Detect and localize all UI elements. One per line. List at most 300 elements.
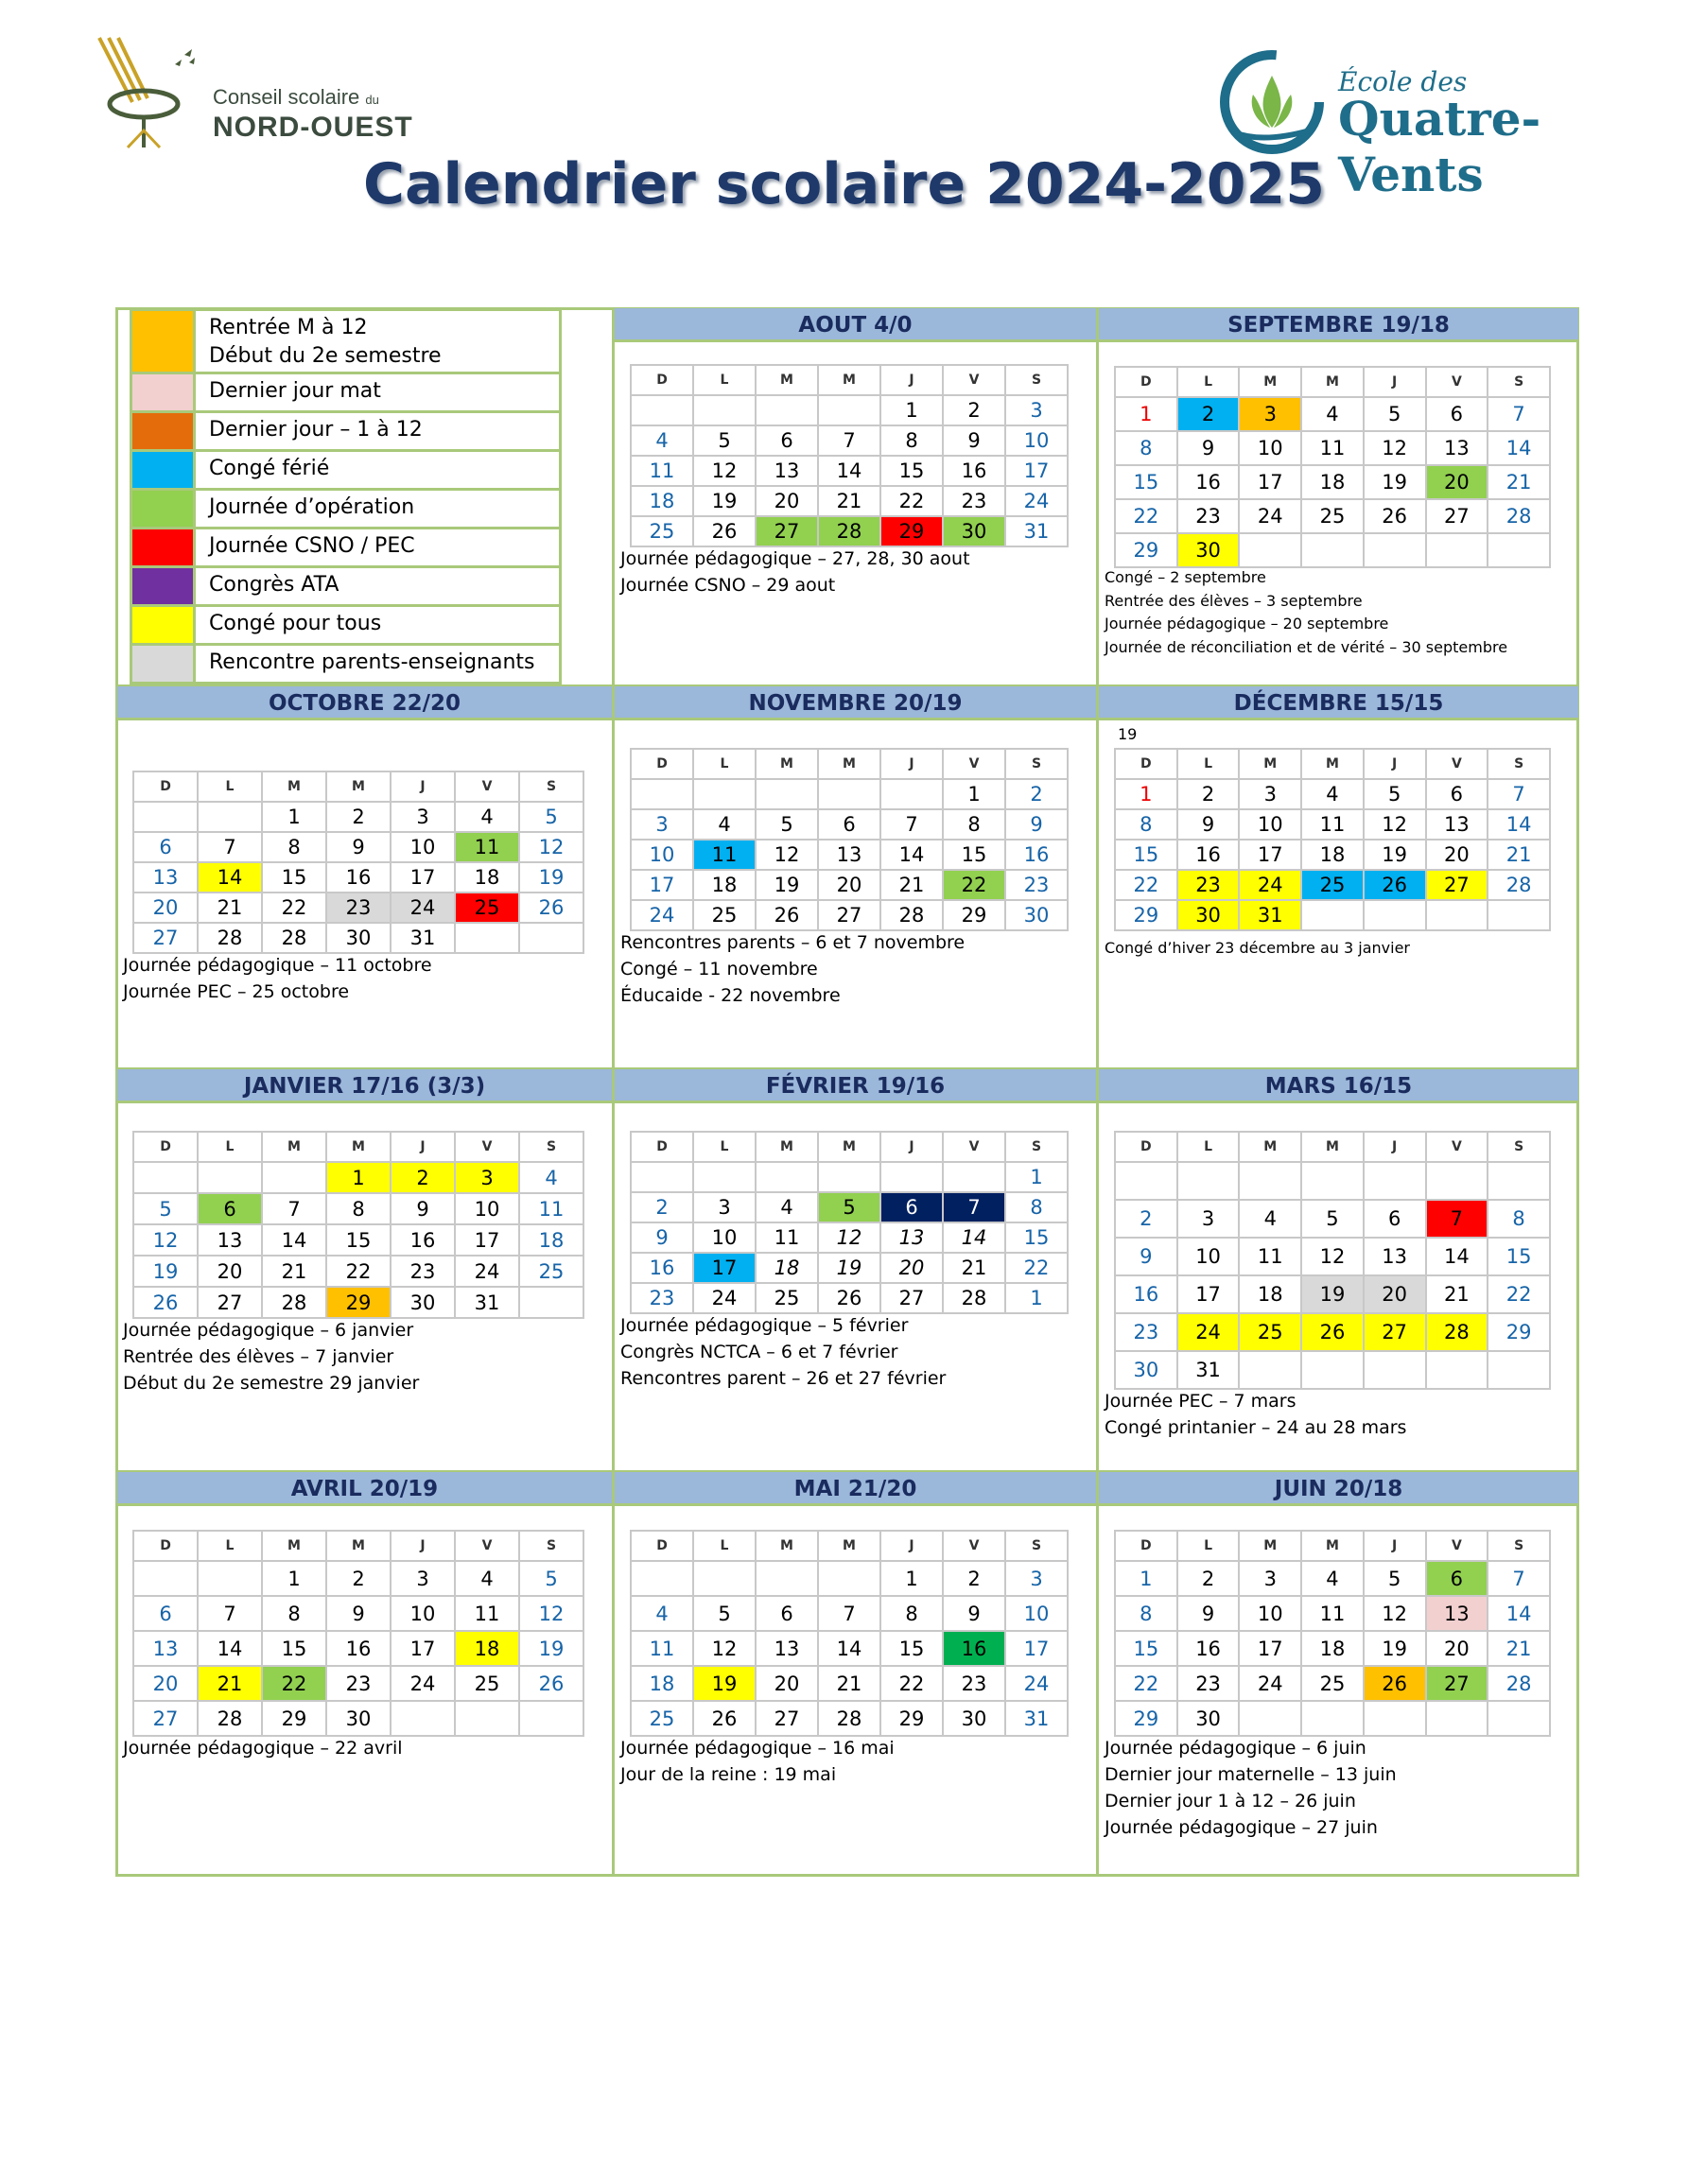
week-row bbox=[631, 516, 1068, 546]
day-cell: 29 bbox=[880, 516, 943, 546]
day-cell: 2 bbox=[391, 1162, 455, 1193]
weekday-header-row bbox=[631, 1132, 1068, 1162]
day-cell: 18 bbox=[631, 1666, 693, 1701]
day-cell: 28 bbox=[880, 900, 943, 930]
note-line: Congé printanier – 24 au 28 mars bbox=[1105, 1417, 1407, 1438]
month-notes bbox=[1105, 1388, 1572, 1441]
day-cell: 7 bbox=[818, 1596, 880, 1631]
day-cell: 23 bbox=[326, 1666, 391, 1701]
weekday-header: M bbox=[756, 1132, 818, 1162]
day-cell: 18 bbox=[631, 486, 693, 516]
day-cell: 25 bbox=[1301, 499, 1364, 533]
day-cell bbox=[693, 779, 756, 809]
day-cell bbox=[1301, 1162, 1364, 1200]
note-line: Journée pédagogique – 27 juin bbox=[1105, 1817, 1378, 1838]
day-cell: 19 bbox=[519, 862, 583, 893]
note-line: Journée pédagogique – 6 juin bbox=[1105, 1738, 1366, 1759]
day-cell: 9 bbox=[326, 832, 391, 862]
weekday-header: V bbox=[455, 771, 519, 802]
legend-item bbox=[132, 413, 559, 452]
weekday-header: L bbox=[198, 1132, 262, 1162]
day-cell: 10 bbox=[631, 840, 693, 870]
day-cell: 19 bbox=[693, 486, 756, 516]
day-cell: 27 bbox=[756, 1701, 818, 1736]
note-line: Congrès NCTCA – 6 et 7 février bbox=[620, 1342, 898, 1362]
day-cell: 14 bbox=[943, 1222, 1005, 1253]
day-cell: 3 bbox=[1005, 395, 1068, 425]
day-cell bbox=[1488, 1162, 1550, 1200]
week-row bbox=[133, 1287, 583, 1318]
day-cell: 8 bbox=[880, 1596, 943, 1631]
day-cell: 21 bbox=[943, 1253, 1005, 1283]
weekday-header: J bbox=[1364, 1132, 1426, 1162]
day-cell: 3 bbox=[391, 802, 455, 832]
month-calendar-table bbox=[1114, 366, 1551, 568]
day-cell: 8 bbox=[1005, 1192, 1068, 1222]
day-cell: 6 bbox=[1426, 397, 1488, 431]
day-cell: 21 bbox=[262, 1256, 326, 1287]
weekday-header: M bbox=[326, 1132, 391, 1162]
legend-swatch bbox=[132, 413, 196, 449]
day-cell: 19 bbox=[133, 1256, 198, 1287]
legend-label-text: Dernier jour mat bbox=[209, 379, 381, 403]
legend-item bbox=[132, 529, 559, 568]
day-cell: 25 bbox=[1301, 1666, 1364, 1701]
day-cell: 24 bbox=[1239, 870, 1301, 900]
day-cell: 17 bbox=[455, 1224, 519, 1256]
day-cell: 14 bbox=[1488, 1596, 1550, 1631]
weekday-header: L bbox=[693, 1531, 756, 1561]
weekday-header: S bbox=[519, 771, 583, 802]
day-cell bbox=[693, 1162, 756, 1192]
week-row bbox=[631, 1162, 1068, 1192]
week-row bbox=[1115, 465, 1550, 499]
legend-label bbox=[196, 452, 342, 488]
day-cell: 8 bbox=[1115, 431, 1177, 465]
day-cell: 25 bbox=[693, 900, 756, 930]
day-cell: 30 bbox=[391, 1287, 455, 1318]
weekday-header: M bbox=[1239, 367, 1301, 397]
note-line: Rentrée des élèves – 7 janvier bbox=[123, 1346, 394, 1367]
weekday-header: V bbox=[943, 1132, 1005, 1162]
day-cell bbox=[818, 779, 880, 809]
day-cell: 29 bbox=[943, 900, 1005, 930]
day-cell: 26 bbox=[519, 893, 583, 923]
week-row bbox=[133, 1561, 583, 1596]
day-cell: 8 bbox=[880, 425, 943, 456]
week-row bbox=[1115, 1275, 1550, 1313]
legend-label-text: Dernier jour – 1 à 12 bbox=[209, 418, 423, 442]
weekday-header: D bbox=[631, 1531, 693, 1561]
day-cell: 29 bbox=[1488, 1313, 1550, 1351]
month-calendar-table bbox=[630, 748, 1069, 931]
day-cell: 27 bbox=[133, 923, 198, 953]
day-cell: 10 bbox=[391, 832, 455, 862]
day-cell bbox=[1301, 1351, 1364, 1389]
day-cell: 18 bbox=[1239, 1275, 1301, 1313]
day-cell: 1 bbox=[880, 1561, 943, 1596]
legend-swatch bbox=[132, 568, 196, 604]
day-cell: 5 bbox=[519, 1561, 583, 1596]
day-cell: 4 bbox=[631, 1596, 693, 1631]
day-cell: 22 bbox=[880, 1666, 943, 1701]
weekday-header: S bbox=[1005, 365, 1068, 395]
day-cell: 17 bbox=[391, 862, 455, 893]
note-line: Congé – 2 septembre bbox=[1105, 568, 1266, 586]
day-cell: 25 bbox=[1301, 870, 1364, 900]
day-cell: 3 bbox=[391, 1561, 455, 1596]
day-cell: 14 bbox=[818, 1631, 880, 1666]
day-cell bbox=[1115, 1162, 1177, 1200]
weekday-header: V bbox=[1426, 1531, 1488, 1561]
legend-swatch bbox=[132, 311, 196, 372]
week-row bbox=[631, 1283, 1068, 1313]
day-cell: 27 bbox=[880, 1283, 943, 1313]
school-logo-line2: Quatre-Vents bbox=[1338, 91, 1541, 202]
day-cell: 8 bbox=[262, 832, 326, 862]
weekday-header: S bbox=[1488, 1132, 1550, 1162]
day-cell: 21 bbox=[880, 870, 943, 900]
day-cell: 11 bbox=[631, 456, 693, 486]
legend-item bbox=[132, 452, 559, 491]
day-cell: 2 bbox=[326, 802, 391, 832]
day-cell bbox=[756, 779, 818, 809]
day-cell: 28 bbox=[262, 923, 326, 953]
note-line: Congé – 11 novembre bbox=[620, 959, 818, 979]
week-row bbox=[1115, 779, 1550, 809]
week-row bbox=[133, 1193, 583, 1224]
day-cell bbox=[756, 1561, 818, 1596]
day-cell: 28 bbox=[943, 1283, 1005, 1313]
legend-label bbox=[196, 413, 436, 449]
day-cell: 5 bbox=[1364, 779, 1426, 809]
day-cell: 14 bbox=[1488, 809, 1550, 840]
day-cell: 4 bbox=[693, 809, 756, 840]
day-cell: 26 bbox=[756, 900, 818, 930]
day-cell: 31 bbox=[1177, 1351, 1240, 1389]
day-cell: 2 bbox=[1177, 779, 1240, 809]
day-cell: 22 bbox=[1115, 499, 1177, 533]
day-cell bbox=[1239, 533, 1301, 567]
day-cell: 5 bbox=[519, 802, 583, 832]
legend-label-text: Journée d’opération bbox=[209, 495, 415, 519]
day-cell bbox=[1239, 1162, 1301, 1200]
day-cell: 31 bbox=[455, 1287, 519, 1318]
weekday-header: V bbox=[943, 1531, 1005, 1561]
weekday-header-row bbox=[631, 749, 1068, 779]
day-cell: 24 bbox=[1239, 499, 1301, 533]
week-row bbox=[631, 1631, 1068, 1666]
day-cell: 20 bbox=[1364, 1275, 1426, 1313]
day-cell: 5 bbox=[693, 1596, 756, 1631]
week-row bbox=[1115, 1631, 1550, 1666]
day-cell: 19 bbox=[1364, 840, 1426, 870]
day-cell: 5 bbox=[756, 809, 818, 840]
day-cell: 18 bbox=[455, 862, 519, 893]
day-cell: 23 bbox=[391, 1256, 455, 1287]
month-notes bbox=[620, 929, 1089, 1009]
day-cell: 16 bbox=[326, 862, 391, 893]
day-cell: 26 bbox=[1364, 870, 1426, 900]
weekday-header: L bbox=[1177, 749, 1240, 779]
day-cell: 25 bbox=[455, 893, 519, 923]
month-title: MAI 21/20 bbox=[615, 1472, 1096, 1506]
day-cell: 6 bbox=[756, 1596, 818, 1631]
day-cell: 2 bbox=[943, 395, 1005, 425]
day-cell: 6 bbox=[1364, 1200, 1426, 1238]
note-line: Journée pédagogique – 16 mai bbox=[620, 1738, 895, 1759]
day-cell: 15 bbox=[1115, 1631, 1177, 1666]
day-cell: 22 bbox=[262, 1666, 326, 1701]
day-cell: 7 bbox=[880, 809, 943, 840]
day-cell: 1 bbox=[1115, 1561, 1177, 1596]
day-cell: 5 bbox=[818, 1192, 880, 1222]
week-row bbox=[1115, 870, 1550, 900]
month-title: JANVIER 17/16 (3/3) bbox=[117, 1069, 612, 1103]
day-cell: 11 bbox=[455, 1596, 519, 1631]
day-cell bbox=[1426, 1701, 1488, 1736]
weekday-header: S bbox=[1488, 367, 1550, 397]
day-cell: 23 bbox=[631, 1283, 693, 1313]
day-cell: 31 bbox=[1005, 1701, 1068, 1736]
day-cell: 7 bbox=[1426, 1200, 1488, 1238]
day-cell: 15 bbox=[943, 840, 1005, 870]
day-cell: 30 bbox=[326, 1701, 391, 1736]
day-cell: 15 bbox=[1115, 465, 1177, 499]
month-notes bbox=[1105, 1735, 1572, 1841]
day-cell: 6 bbox=[1426, 779, 1488, 809]
note-line: Rencontres parents – 6 et 7 novembre bbox=[620, 932, 966, 953]
legend-label bbox=[196, 374, 394, 410]
day-cell: 18 bbox=[455, 1631, 519, 1666]
day-cell: 8 bbox=[1115, 809, 1177, 840]
month-notes bbox=[1105, 937, 1572, 961]
day-cell: 14 bbox=[262, 1224, 326, 1256]
day-cell: 22 bbox=[1005, 1253, 1068, 1283]
week-row bbox=[1115, 533, 1550, 567]
weekday-header: M bbox=[1301, 1132, 1364, 1162]
weekday-header: M bbox=[756, 365, 818, 395]
weekday-header-row bbox=[133, 771, 583, 802]
weekday-header: L bbox=[198, 1531, 262, 1561]
day-cell: 15 bbox=[326, 1224, 391, 1256]
day-cell: 30 bbox=[1115, 1351, 1177, 1389]
day-cell: 3 bbox=[631, 809, 693, 840]
day-cell: 23 bbox=[943, 486, 1005, 516]
day-cell: 9 bbox=[1115, 1238, 1177, 1275]
week-row bbox=[133, 1162, 583, 1193]
day-cell: 20 bbox=[880, 1253, 943, 1283]
day-cell: 17 bbox=[1005, 1631, 1068, 1666]
day-cell: 19 bbox=[693, 1666, 756, 1701]
weekday-header: V bbox=[1426, 749, 1488, 779]
weekday-header-row bbox=[133, 1531, 583, 1561]
note-line: Rencontres parent – 26 et 27 février bbox=[620, 1368, 947, 1389]
day-cell: 28 bbox=[262, 1287, 326, 1318]
week-row bbox=[631, 1701, 1068, 1736]
weekday-header: M bbox=[756, 1531, 818, 1561]
day-cell: 7 bbox=[262, 1193, 326, 1224]
day-cell: 12 bbox=[519, 1596, 583, 1631]
week-row bbox=[1115, 1313, 1550, 1351]
day-cell: 27 bbox=[1426, 870, 1488, 900]
day-cell: 14 bbox=[198, 862, 262, 893]
day-cell: 26 bbox=[693, 1701, 756, 1736]
day-cell: 18 bbox=[1301, 1631, 1364, 1666]
ecole-quatre-vents-logo bbox=[1206, 38, 1603, 202]
week-row bbox=[1115, 900, 1550, 930]
month-title: MARS 16/15 bbox=[1099, 1069, 1578, 1103]
day-cell: 21 bbox=[1488, 465, 1550, 499]
day-cell: 28 bbox=[818, 1701, 880, 1736]
week-row bbox=[631, 456, 1068, 486]
week-row bbox=[631, 486, 1068, 516]
day-cell: 16 bbox=[1115, 1275, 1177, 1313]
week-row bbox=[1115, 1561, 1550, 1596]
day-cell: 8 bbox=[1488, 1200, 1550, 1238]
day-cell bbox=[455, 923, 519, 953]
month-calendar-table bbox=[630, 1131, 1069, 1314]
month-calendar-table bbox=[1114, 1131, 1551, 1390]
day-cell: 18 bbox=[1301, 840, 1364, 870]
day-cell: 2 bbox=[943, 1561, 1005, 1596]
day-cell: 10 bbox=[455, 1193, 519, 1224]
week-row bbox=[631, 900, 1068, 930]
day-cell: 7 bbox=[198, 1596, 262, 1631]
month-notes bbox=[1105, 566, 1572, 659]
week-row bbox=[133, 1701, 583, 1736]
day-cell: 6 bbox=[133, 832, 198, 862]
weekday-header: M bbox=[756, 749, 818, 779]
week-row bbox=[133, 1224, 583, 1256]
day-cell: 17 bbox=[1239, 840, 1301, 870]
month-notes bbox=[620, 1735, 1089, 1788]
day-cell: 25 bbox=[455, 1666, 519, 1701]
day-cell bbox=[943, 1162, 1005, 1192]
day-cell bbox=[818, 395, 880, 425]
legend-label-text: Journée CSNO / PEC bbox=[209, 534, 415, 558]
day-cell: 3 bbox=[1239, 779, 1301, 809]
day-cell bbox=[198, 802, 262, 832]
weekday-header: D bbox=[133, 1132, 198, 1162]
day-cell: 6 bbox=[133, 1596, 198, 1631]
day-cell: 11 bbox=[455, 832, 519, 862]
day-cell: 26 bbox=[519, 1666, 583, 1701]
day-cell: 16 bbox=[326, 1631, 391, 1666]
day-cell bbox=[519, 1701, 583, 1736]
day-cell: 12 bbox=[693, 1631, 756, 1666]
day-cell: 20 bbox=[818, 870, 880, 900]
day-cell: 28 bbox=[198, 1701, 262, 1736]
day-cell: 24 bbox=[455, 1256, 519, 1287]
weekday-header: J bbox=[1364, 367, 1426, 397]
day-cell: 13 bbox=[880, 1222, 943, 1253]
day-cell: 11 bbox=[519, 1193, 583, 1224]
day-cell: 25 bbox=[631, 516, 693, 546]
weekday-header: D bbox=[631, 365, 693, 395]
weekday-header: M bbox=[262, 1132, 326, 1162]
day-cell: 31 bbox=[1005, 516, 1068, 546]
day-cell bbox=[1426, 900, 1488, 930]
week-row bbox=[1115, 499, 1550, 533]
day-cell bbox=[1364, 1351, 1426, 1389]
month-calendar-table bbox=[132, 1131, 584, 1319]
day-cell bbox=[631, 395, 693, 425]
weekday-header-row bbox=[133, 1132, 583, 1162]
day-cell: 5 bbox=[693, 425, 756, 456]
day-cell: 9 bbox=[943, 425, 1005, 456]
weekday-header: D bbox=[1115, 749, 1177, 779]
weekday-header: L bbox=[1177, 1531, 1240, 1561]
day-cell: 9 bbox=[326, 1596, 391, 1631]
day-cell: 28 bbox=[1426, 1313, 1488, 1351]
day-cell: 2 bbox=[1177, 1561, 1240, 1596]
legend-label bbox=[196, 491, 427, 527]
note-line: Journée pédagogique – 22 avril bbox=[123, 1738, 403, 1759]
day-cell: 15 bbox=[262, 862, 326, 893]
day-cell: 9 bbox=[1177, 431, 1240, 465]
week-row bbox=[1115, 397, 1550, 431]
week-row bbox=[133, 1256, 583, 1287]
weekday-header: M bbox=[326, 1531, 391, 1561]
month-calendar-table bbox=[630, 364, 1069, 547]
day-cell bbox=[519, 1287, 583, 1318]
day-cell: 13 bbox=[756, 456, 818, 486]
day-cell: 16 bbox=[1177, 840, 1240, 870]
day-cell: 15 bbox=[880, 1631, 943, 1666]
day-cell bbox=[880, 779, 943, 809]
day-cell bbox=[198, 1561, 262, 1596]
weekday-header: L bbox=[693, 749, 756, 779]
day-cell: 30 bbox=[1005, 900, 1068, 930]
day-cell: 20 bbox=[133, 893, 198, 923]
day-cell: 22 bbox=[1115, 870, 1177, 900]
legend-swatch bbox=[132, 529, 196, 565]
note-line: Journée pédagogique – 11 octobre bbox=[123, 955, 432, 976]
day-cell: 1 bbox=[943, 779, 1005, 809]
day-cell: 26 bbox=[1301, 1313, 1364, 1351]
day-cell: 23 bbox=[1005, 870, 1068, 900]
day-cell: 22 bbox=[326, 1256, 391, 1287]
weekday-header: M bbox=[1301, 749, 1364, 779]
week-row bbox=[1115, 1596, 1550, 1631]
month-title: AVRIL 20/19 bbox=[117, 1472, 612, 1506]
day-cell: 19 bbox=[818, 1253, 880, 1283]
day-cell bbox=[1301, 900, 1364, 930]
day-cell: 20 bbox=[198, 1256, 262, 1287]
day-cell bbox=[133, 1162, 198, 1193]
day-cell: 8 bbox=[1115, 1596, 1177, 1631]
day-cell: 14 bbox=[1426, 1238, 1488, 1275]
note-line: Journée pédagogique – 27, 28, 30 aout bbox=[620, 548, 970, 569]
legend-swatch bbox=[132, 491, 196, 527]
day-cell bbox=[1239, 1701, 1301, 1736]
day-cell bbox=[1426, 533, 1488, 567]
day-cell bbox=[631, 1162, 693, 1192]
day-cell bbox=[818, 1162, 880, 1192]
weekday-header: J bbox=[880, 365, 943, 395]
week-row bbox=[1115, 1666, 1550, 1701]
legend-swatch bbox=[132, 374, 196, 410]
day-cell: 8 bbox=[262, 1596, 326, 1631]
day-cell: 27 bbox=[1364, 1313, 1426, 1351]
weekday-header: M bbox=[262, 771, 326, 802]
day-cell: 14 bbox=[1488, 431, 1550, 465]
note-line: Journée pédagogique – 20 septembre bbox=[1105, 615, 1389, 633]
weekday-header: S bbox=[1488, 749, 1550, 779]
day-cell: 28 bbox=[198, 923, 262, 953]
month-title: FÉVRIER 19/16 bbox=[615, 1069, 1096, 1103]
